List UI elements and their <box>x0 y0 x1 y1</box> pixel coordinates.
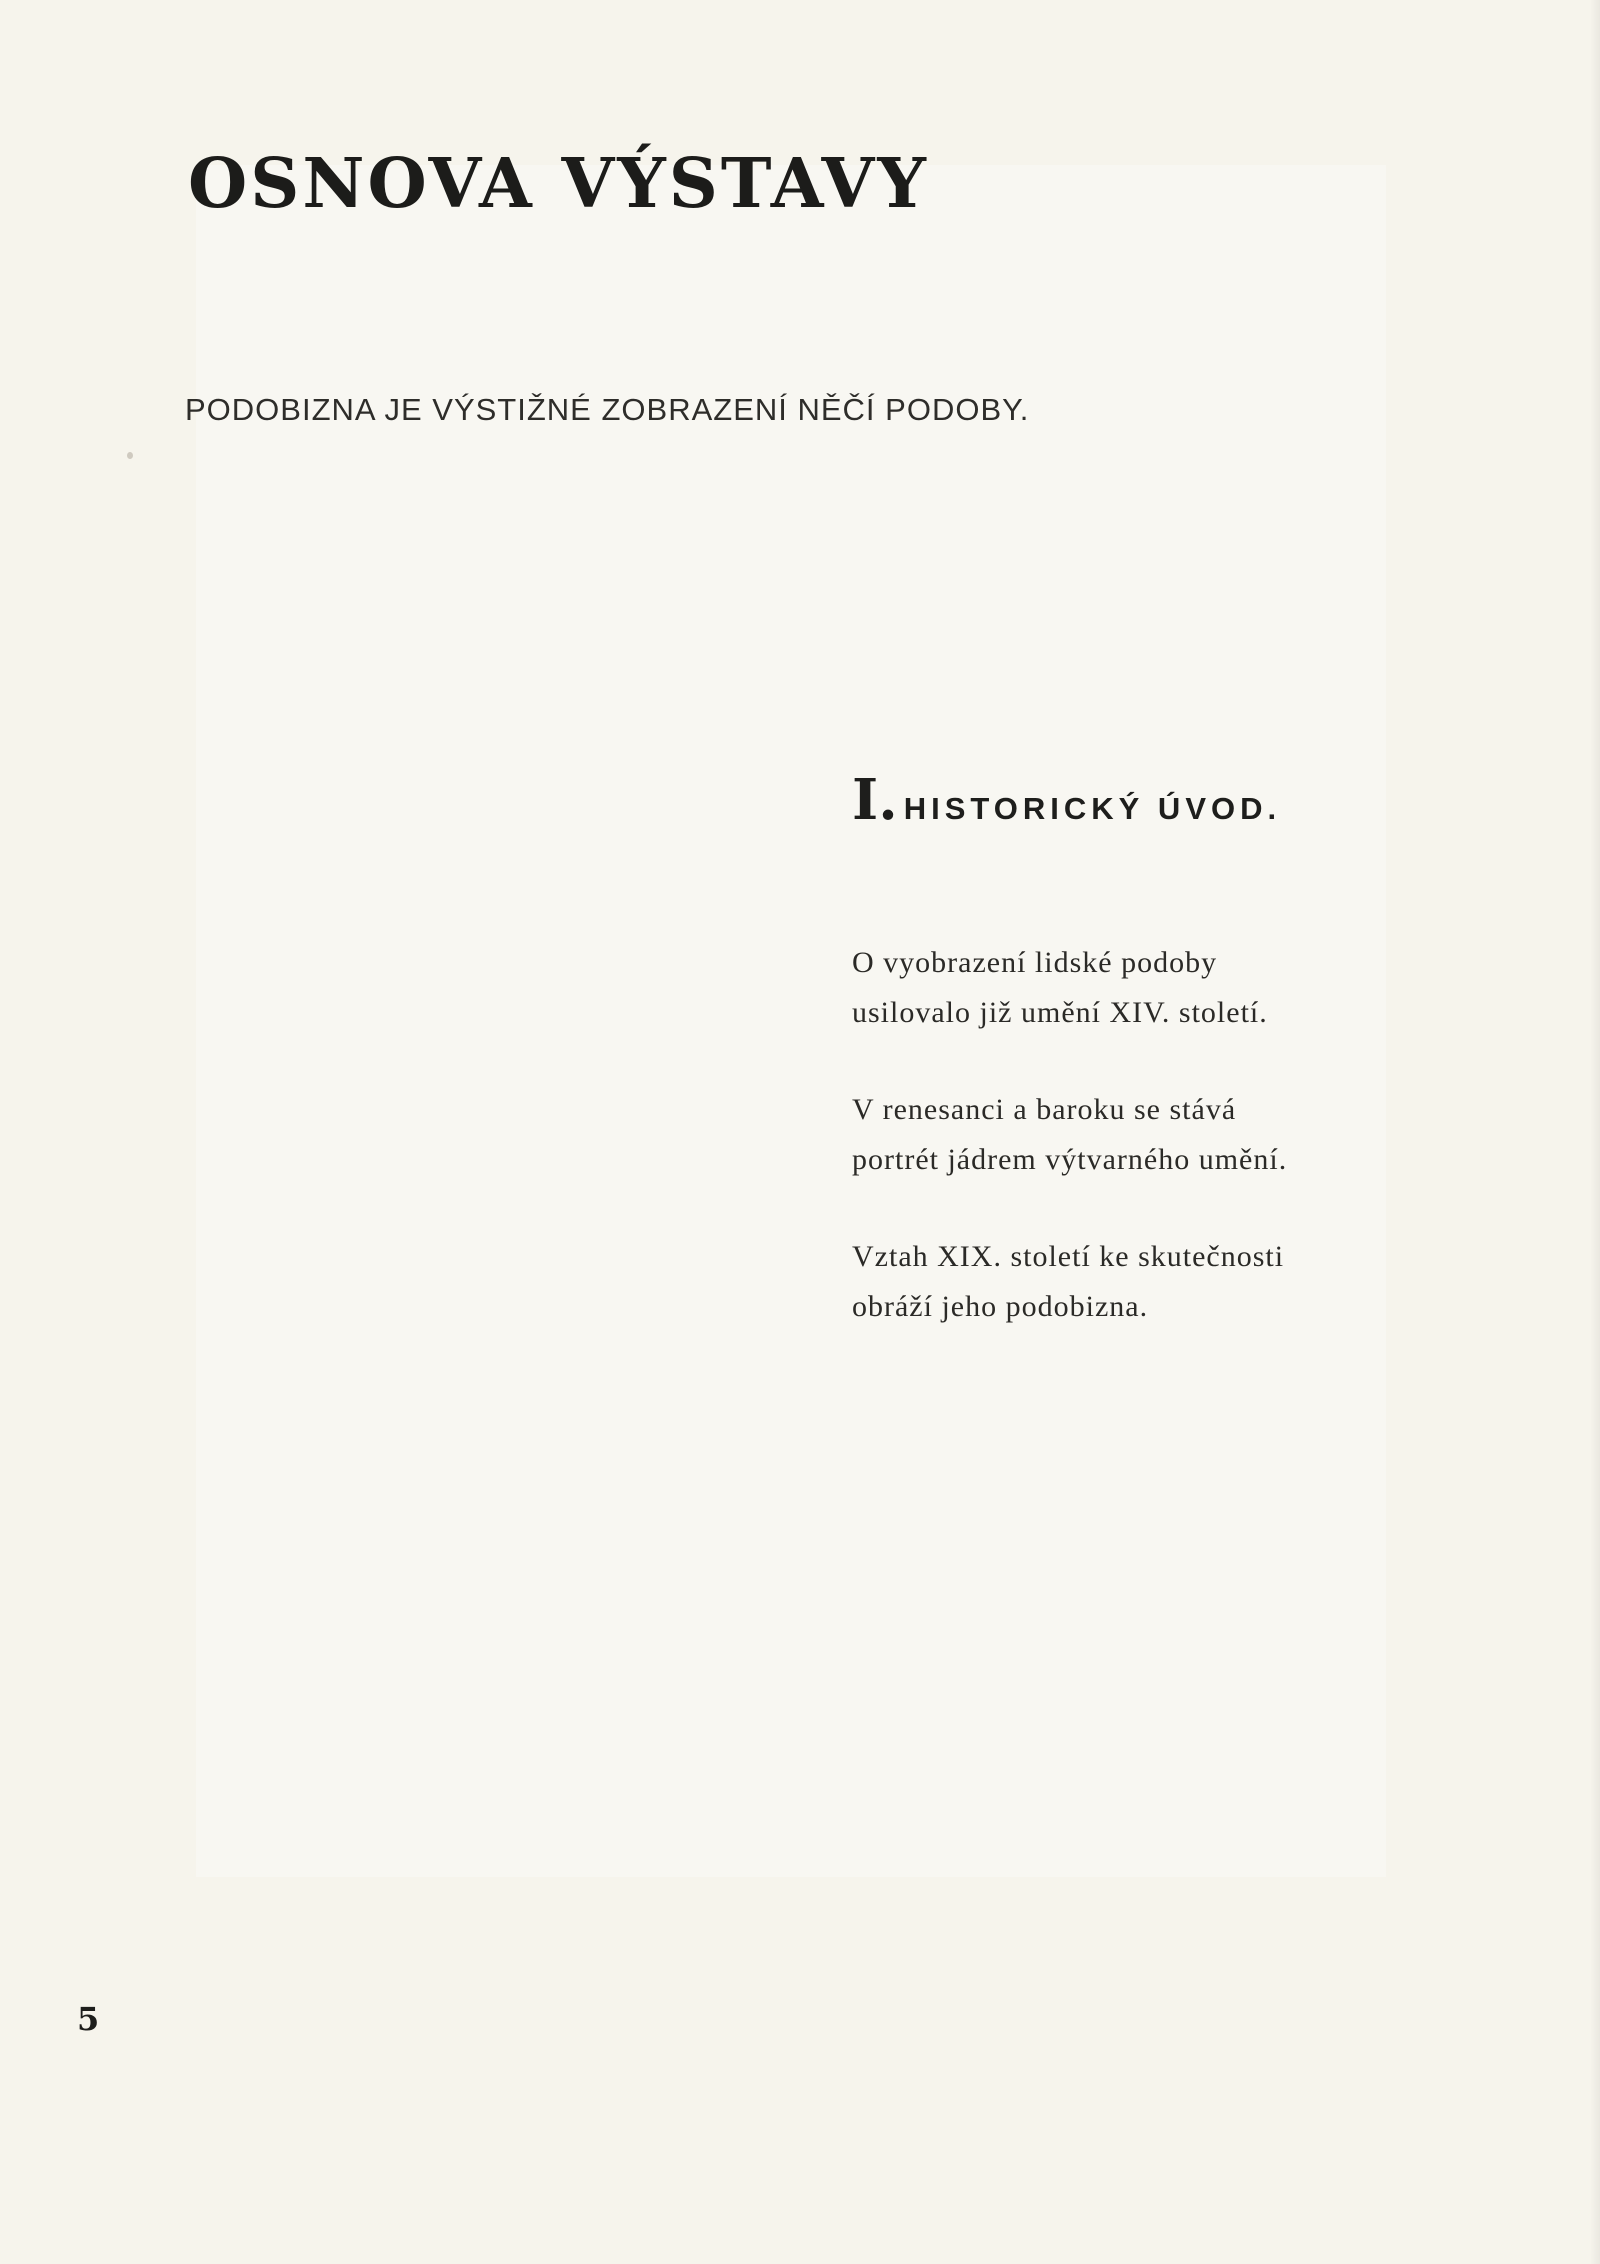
paper-speck <box>127 452 133 459</box>
page-title: OSNOVA VÝSTAVY <box>188 144 929 224</box>
page-number: 5 <box>77 2000 100 2038</box>
page-edge-shadow <box>1590 0 1600 2264</box>
paragraph-3 <box>852 1232 1372 1332</box>
paragraph-line: portrét jádrem výtvarného umění. <box>852 1143 1288 1176</box>
paragraph-line: Vztah XIX. století ke skutečnosti <box>852 1240 1285 1273</box>
section-numeral: I. <box>852 767 898 833</box>
paragraph-2 <box>852 1085 1372 1185</box>
paragraph-line: obráží jeho podobizna. <box>852 1290 1149 1323</box>
paragraph-line: usilovalo již umění XIV. století. <box>852 996 1268 1029</box>
section-heading <box>852 767 1282 833</box>
section-paragraphs <box>852 938 1372 1379</box>
paragraph-line: V renesanci a baroku se stává <box>852 1093 1237 1126</box>
paragraph-1 <box>852 938 1372 1038</box>
section-title: HISTORICKÝ ÚVOD. <box>903 791 1282 826</box>
intro-line: PODOBIZNA JE VÝSTIŽNÉ ZOBRAZENÍ NĚČÍ PODOBY. <box>185 392 1030 427</box>
paragraph-line: O vyobrazení lidské podoby <box>852 946 1218 979</box>
